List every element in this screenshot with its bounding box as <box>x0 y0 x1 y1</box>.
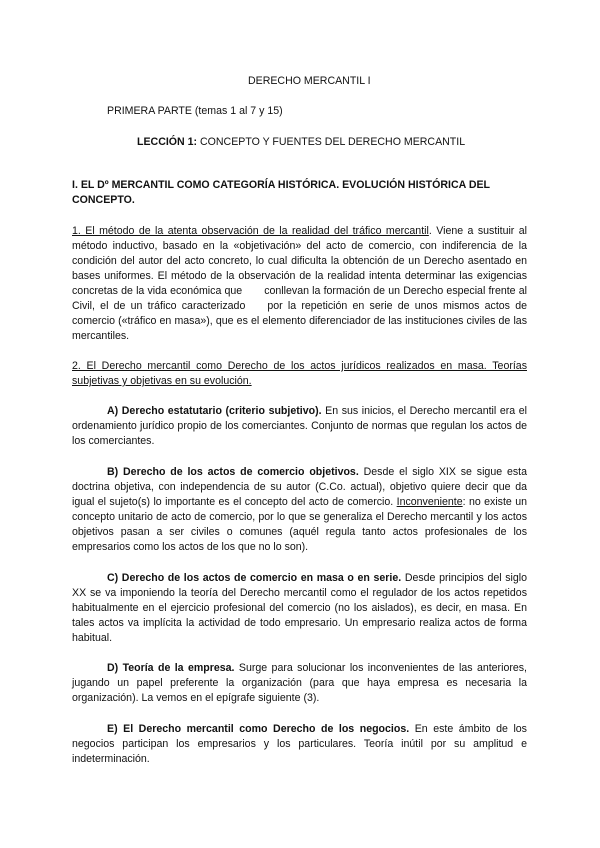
item-a-title: A) Derecho estatutario (criterio subjetivo). <box>107 405 322 417</box>
item-b-title: B) Derecho de los actos de comercio objetivos. <box>107 466 359 478</box>
item-c <box>72 571 527 646</box>
item-b-text-b: : no existe un concepto unitario de acto de comercio, por lo que se generaliza el Derecho mercantil y los actos objetivos pasan a ser civiles o comunes (aquél regula tanto actos profesionales de los empresarios como los actos de los que no lo son). <box>72 496 527 553</box>
paragraph-1-text-c: por la repetición en serie de unos mismos actos de comercio («tráfico en masa»), que es el elemento diferenciador de las instituciones civiles de las mercantiles. <box>72 300 527 342</box>
item-d <box>72 661 527 706</box>
lesson-heading <box>137 135 465 149</box>
paragraph-1-text-b: conllevan la formación de un Derecho especial frente al Civil, el de un tráfico caracterizado <box>72 285 527 312</box>
item-e <box>72 722 527 767</box>
lesson-title: CONCEPTO Y FUENTES DEL DERECHO MERCANTIL <box>200 136 466 148</box>
section-heading-line1: I. EL Dº MERCANTIL COMO CATEGORÍA HISTÓRICA. EVOLUCIÓN HISTÓRICA DEL <box>72 179 491 191</box>
part-subtitle: PRIMERA PARTE (temas 1 al 7 y 15) <box>107 105 283 117</box>
lesson-label: LECCIÓN 1: <box>137 136 198 148</box>
item-d-title: D) Teoría de la empresa. <box>107 662 235 674</box>
item-a <box>72 404 527 449</box>
item-c-text: Desde principios del siglo XX se va imponiendo la teoría del Derecho mercantil como el regulador de los actos repetidos habitualmente en el ejercicio profesional del comercio (no los aislados), es decir, en masa. En tales actos va implícita la actividad de todo empresario. Un empresario realiza actos de forma habitual. <box>72 572 527 644</box>
item-e-text: En este ámbito de los negocios participan los empresarios y los particulares. Teoría inútil por su amplitud e indeterminación. <box>72 723 527 765</box>
section-heading-line2: CONCEPTO. <box>72 194 135 206</box>
paragraph-1-text-a: . Viene a sustituir al método inductivo, basado en la «objetivación» del acto de comercio, con indiferencia de la condición del autor del acto concreto, lo cual dificulta la obtención de un Derecho asentado en bases uniformes. El método de la observación de la realidad intenta determinar las exigencias concretas de la vida económica que <box>72 225 527 297</box>
item-b-text-a: Desde el siglo XIX se sigue esta doctrina objetiva, con independencia de su autor (C.Co. actual), objetivo quiere decir que da igual el sujeto(s) lo importante es el concepto del acto de comercio. <box>72 466 527 508</box>
item-e-title: E) El Derecho mercantil como Derecho de los negocios. <box>107 723 410 735</box>
course-title: DERECHO MERCANTIL I <box>248 75 371 87</box>
paragraph-1 <box>72 224 527 344</box>
paragraph-2 <box>72 359 527 389</box>
item-d-text: Surge para solucionar los inconvenientes de las anteriores, jugando un papel preferente la organización (para que haya empresa es necesaria la organización). La vemos en el epígrafe siguiente (3). <box>72 662 527 704</box>
paragraph-2-heading: 2. El Derecho mercantil como Derecho de los actos jurídicos realizados en masa. Teorías subjetivas y objetivas en su evolución. <box>72 360 527 387</box>
item-b <box>72 465 527 555</box>
item-a-text: En sus inicios, el Derecho mercantil era el ordenamiento jurídico propio de los comerciantes. Conjunto de normas que regulan los actos de los comerciantes. <box>72 405 527 447</box>
paragraph-1-heading: 1. El método de la atenta observación de la realidad del tráfico mercantil <box>72 225 429 237</box>
item-b-inconveniente: Inconveniente <box>396 496 463 508</box>
item-c-title: C) Derecho de los actos de comercio en masa o en serie. <box>107 572 402 584</box>
